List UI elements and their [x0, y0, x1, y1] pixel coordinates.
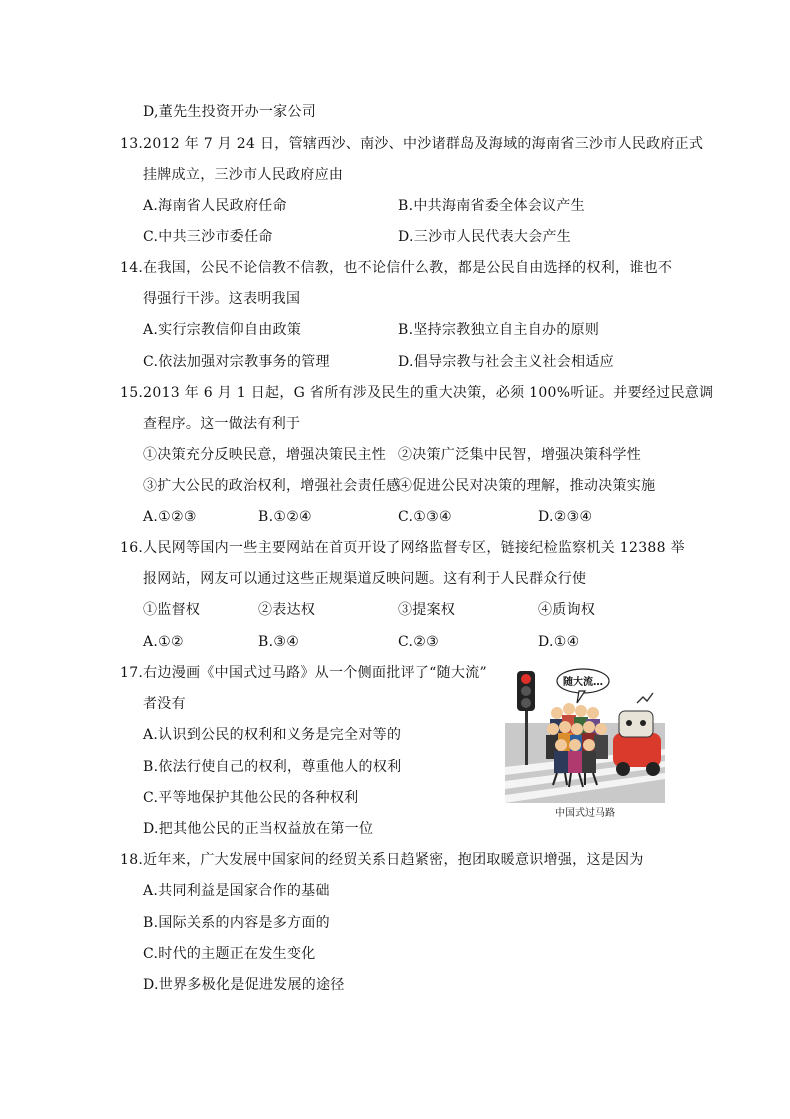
- q16-item-4: ④质询权: [538, 602, 596, 618]
- q16-stem-line-2: 报网站，网友可以通过这些正规渠道反映问题。这有利于人民群众行使: [143, 571, 587, 587]
- q18-option-c: C.时代的主题正在发生变化: [143, 946, 316, 962]
- q13-stem-line-2: 挂牌成立，三沙市人民政府应由: [143, 167, 344, 183]
- q15-option-b: B.①②④: [258, 509, 312, 525]
- q17-option-a: A.认识到公民的权利和义务是完全对等的: [143, 727, 402, 743]
- q14-option-c: C.依法加强对宗教事务的管理: [143, 354, 330, 370]
- q17-option-b: B.依法行使自己的权利，尊重他人的权利: [143, 759, 402, 775]
- q13-option-c: C.中共三沙市委任命: [143, 229, 273, 245]
- q15-option-a: A.①②③: [143, 509, 197, 525]
- q17-option-d: D.把其他公民的正当权益放在第一位: [143, 821, 374, 837]
- q16-option-b: B.③④: [258, 634, 300, 650]
- q17-stem-line-1: 17.右边漫画《中国式过马路》从一个侧面批评了“随大流”: [120, 665, 487, 681]
- cartoon-caption: 中国式过马路: [555, 808, 615, 819]
- q15-item-1: ①决策充分反映民意，增强决策民主性: [143, 447, 387, 463]
- q13-option-a: A.海南省人民政府任命: [143, 198, 287, 214]
- q15-option-d: D.②③④: [538, 509, 593, 525]
- q14-stem-line-1: 14.在我国，公民不论信教不信教，也不论信什么教，都是公民自由选择的权利，谁也不: [120, 260, 673, 276]
- q18-option-a: A.共同利益是国家合作的基础: [143, 883, 330, 899]
- red-car: [613, 693, 661, 776]
- q13-option-b: B.中共海南省委全体会议产生: [398, 198, 585, 214]
- crossing-cartoon-image: [505, 663, 665, 803]
- q15-stem-line-2: 查程序。这一做法有利于: [143, 416, 301, 432]
- q15-item-4: ④促进公民对决策的理解，推动决策实施: [398, 478, 656, 494]
- q18-option-b: B.国际关系的内容是多方面的: [143, 915, 330, 931]
- q16-item-2: ②表达权: [258, 602, 316, 618]
- speech-bubble-text: 随大流…: [563, 677, 603, 688]
- q15-option-c: C.①③④: [398, 509, 452, 525]
- q16-option-c: C.②③: [398, 634, 439, 650]
- q13-option-d: D.三沙市人民代表大会产生: [398, 229, 572, 245]
- q18-stem-line-1: 18.近年来，广大发展中国家间的经贸关系日趋紧密，抱团取暖意识增强，这是因为: [120, 852, 644, 868]
- q15-stem-line-1: 15.2013 年 6 月 1 日起，G 省所有涉及民生的重大决策，必须 100%听证。并要经过民意调: [120, 385, 714, 401]
- q15-item-2: ②决策广泛集中民智，增强决策科学性: [398, 447, 642, 463]
- q14-stem-line-2: 得强行干涉。这表明我国: [143, 291, 301, 307]
- q16-option-d: D.①④: [538, 634, 580, 650]
- q17-option-c: C.平等地保护其他公民的各种权利: [143, 790, 359, 806]
- q17-stem-line-2: 者没有: [143, 696, 186, 712]
- q13-stem-line-1: 13.2012 年 7 月 24 日，管辖西沙、南沙、中沙诸群岛及海域的海南省三沙市人民政府正式: [120, 136, 704, 152]
- traffic-light-pole: [525, 705, 528, 765]
- q14-option-a: A.实行宗教信仰自由政策: [143, 322, 302, 338]
- q16-item-3: ③提案权: [398, 602, 456, 618]
- q14-option-d: D.倡导宗教与社会主义社会相适应: [398, 354, 614, 370]
- q16-option-a: A.①②: [143, 634, 184, 650]
- red-light-icon: [521, 674, 531, 684]
- q14-option-b: B.坚持宗教独立自主自办的原则: [398, 322, 600, 338]
- q12-option-d: D,董先生投资开办一家公司: [143, 104, 317, 120]
- q16-stem-line-1: 16.人民网等国内一些主要网站在首页开设了网络监督专区，链接纪检监察机关 12388 举: [120, 540, 685, 556]
- q15-item-3: ③扩大公民的政治权利，增强社会责任感: [143, 478, 401, 494]
- q18-option-d: D.世界多极化是促进发展的途径: [143, 977, 345, 993]
- q16-item-1: ①监督权: [143, 602, 201, 618]
